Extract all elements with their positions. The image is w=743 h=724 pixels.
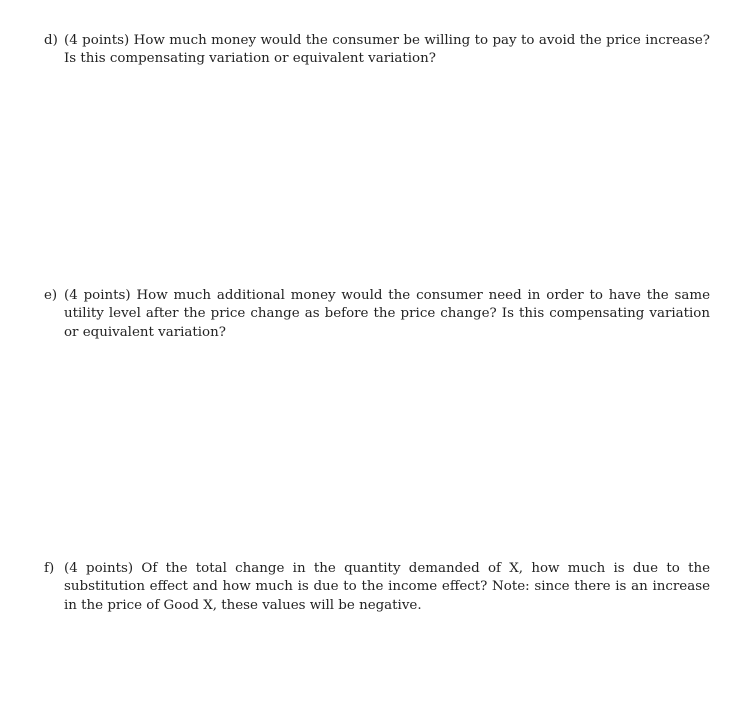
question-label: e) (44, 288, 58, 303)
question-body (64, 32, 710, 69)
question-label: d) (44, 33, 58, 48)
question-text: How much additional money would the consumer need in order to have the same utility level after the price change as before the price change? Is this compensating variation or equivalent variation? (64, 288, 710, 340)
question-points: (4 points) (64, 561, 134, 576)
question-e (44, 287, 710, 342)
question-points: (4 points) (64, 288, 131, 303)
question-body (64, 287, 710, 342)
question-points: (4 points) (64, 33, 130, 48)
question-text: How much money would the consumer be willing to pay to avoid the price increase? Is this compensating variation or equivalent variation? (64, 33, 710, 67)
question-body (64, 560, 710, 615)
question-label: f) (44, 561, 55, 576)
question-text: Of the total change in the quantity demanded of X, how much is due to the substitution effect and how much is due to the income effect? Note: since there is an increase in the price of Good X, these values will be negative. (64, 561, 710, 613)
question-d (44, 32, 710, 69)
question-f (44, 560, 710, 615)
